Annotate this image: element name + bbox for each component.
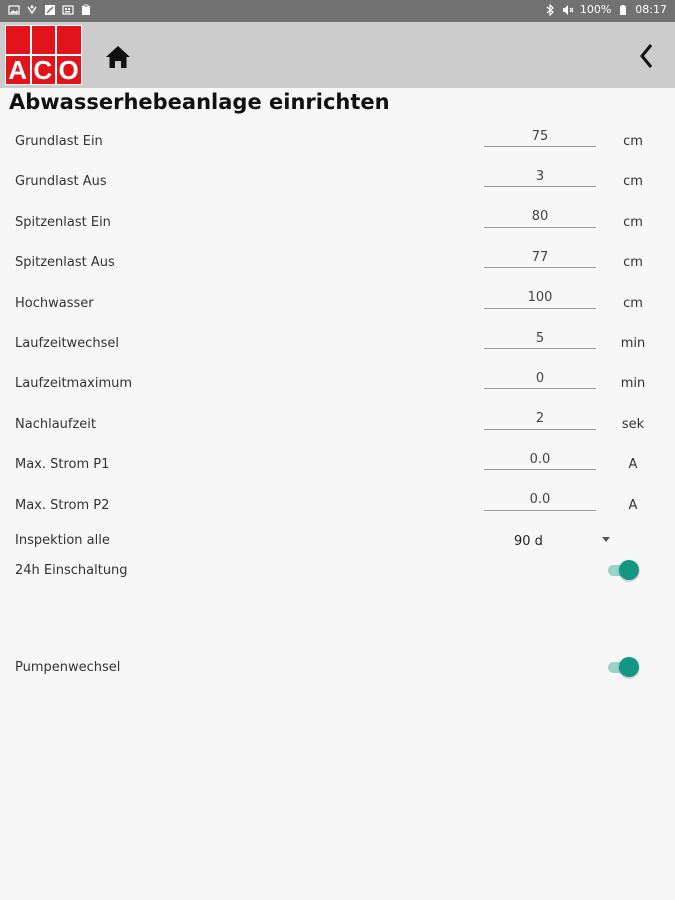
setting-row xyxy=(0,417,675,447)
toggle-pumpenwechsel[interactable] xyxy=(608,657,640,677)
inspection-label: Inspektion alle xyxy=(15,533,110,548)
setting-unit: A xyxy=(628,497,638,513)
setting-value-input[interactable] xyxy=(484,207,596,228)
setting-unit: cm xyxy=(623,174,643,190)
keyboard-icon xyxy=(62,4,74,16)
setting-row xyxy=(0,457,675,487)
setting-row xyxy=(0,255,675,285)
clipboard-icon xyxy=(80,4,92,16)
toggle-row-pumpenwechsel xyxy=(0,660,675,690)
setting-value-input[interactable] xyxy=(484,166,596,187)
setting-label: Spitzenlast Ein xyxy=(15,214,111,230)
setting-label: Laufzeitwechsel xyxy=(15,336,119,351)
setting-value-input[interactable] xyxy=(484,490,596,511)
home-button[interactable] xyxy=(104,43,132,71)
mute-icon xyxy=(562,4,574,16)
logo-letters: A C O xyxy=(8,55,79,85)
setting-row xyxy=(0,498,675,528)
toggle-thumb xyxy=(619,560,639,580)
bluetooth-icon xyxy=(544,4,556,16)
aco-logo xyxy=(5,25,82,85)
clock: 08:17 xyxy=(635,3,667,16)
toggle-label-24h: 24h Einschaltung xyxy=(15,563,128,578)
app-bar xyxy=(0,22,675,88)
setting-value-input[interactable] xyxy=(484,288,596,309)
setting-label: Grundlast Aus xyxy=(15,174,107,190)
setting-unit: sek xyxy=(621,416,645,432)
setting-value-input[interactable] xyxy=(484,368,596,389)
battery-icon xyxy=(617,4,629,16)
setting-row xyxy=(0,134,675,164)
chevron-left-icon xyxy=(634,40,660,72)
setting-value-input[interactable] xyxy=(484,126,596,147)
setting-unit: min xyxy=(620,376,646,392)
home-icon xyxy=(104,43,132,71)
setting-label: Laufzeitmaximum xyxy=(15,376,133,392)
setting-label: Hochwasser xyxy=(15,295,94,311)
setting-unit: min xyxy=(620,336,646,351)
image-icon xyxy=(8,4,20,16)
toggle-row-24h xyxy=(0,563,675,593)
app-icon xyxy=(26,4,38,16)
battery-percent: 100% xyxy=(579,3,612,16)
setting-label: Grundlast Ein xyxy=(15,134,103,149)
toggle-thumb xyxy=(619,657,639,677)
status-bar xyxy=(0,0,675,22)
toggle-24h-einschaltung[interactable] xyxy=(608,560,640,580)
notification-icons xyxy=(8,4,92,16)
setting-value-input[interactable] xyxy=(484,409,596,430)
setting-unit: cm xyxy=(623,255,643,271)
setting-row xyxy=(0,174,675,204)
setting-unit: cm xyxy=(623,214,643,230)
setting-label: Max. Strom P2 xyxy=(15,497,110,513)
setting-value-input[interactable] xyxy=(484,449,596,470)
setting-unit: cm xyxy=(623,295,643,311)
setting-value-input[interactable] xyxy=(484,328,596,349)
toggle-label-pumpenwechsel: Pumpenwechsel xyxy=(15,660,121,675)
setting-row xyxy=(0,215,675,245)
inspection-value: 90 d xyxy=(514,534,543,549)
inspection-select[interactable] xyxy=(484,531,614,551)
setting-unit: A xyxy=(628,457,638,473)
edit-icon xyxy=(44,4,56,16)
back-button[interactable] xyxy=(634,40,660,72)
setting-row xyxy=(0,336,675,366)
setting-row xyxy=(0,296,675,326)
setting-label: Nachlaufzeit xyxy=(15,416,97,432)
dropdown-arrow-icon xyxy=(602,537,610,542)
page-title: Abwasserhebeanlage einrichten xyxy=(9,90,390,114)
setting-unit: cm xyxy=(623,134,643,149)
setting-row xyxy=(0,376,675,406)
setting-value-input[interactable] xyxy=(484,247,596,268)
setting-label: Spitzenlast Aus xyxy=(15,255,115,271)
setting-label: Max. Strom P1 xyxy=(15,457,110,473)
system-status xyxy=(544,3,667,16)
